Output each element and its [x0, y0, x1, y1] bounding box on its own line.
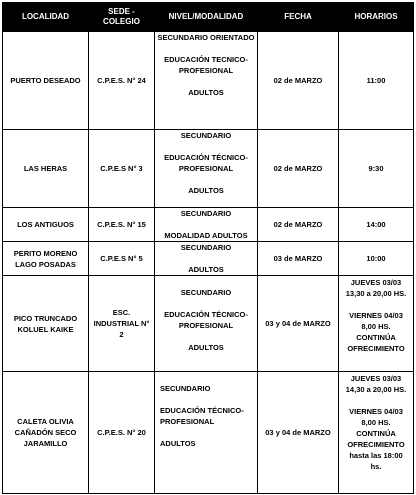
header-localidad: LOCALIDAD [3, 3, 89, 32]
horario-line: hs. [370, 462, 382, 471]
cell-horarios [339, 276, 414, 372]
header-horarios: HORARIOS [339, 3, 414, 32]
nivel-line [160, 394, 255, 405]
nivel-line: ADULTOS [188, 186, 224, 195]
cell-sede: C.P.E.S. N° 20 [89, 372, 155, 494]
horario-line [341, 395, 411, 406]
cell-horarios [339, 372, 414, 494]
header-row [3, 3, 414, 32]
cell-nivel [155, 32, 258, 130]
cell-horarios [339, 208, 414, 242]
horario-line [341, 299, 411, 310]
table-row [3, 32, 414, 130]
cell-fecha: 02 de MARZO [258, 130, 339, 208]
horario-line: 14:00 [366, 220, 386, 229]
horario-line: CONTINÚA [356, 429, 396, 438]
nivel-line: EDUCACIÓN TÉCNICO-PROFESIONAL [164, 153, 248, 173]
nivel-line [157, 331, 255, 342]
cell-nivel [155, 208, 258, 242]
cell-horarios [339, 242, 414, 276]
horario-line: OFRECIMIENTO [347, 440, 405, 449]
nivel-line [157, 219, 255, 230]
nivel-line [160, 427, 255, 438]
horario-line: 8,00 HS. [361, 418, 391, 427]
nivel-line: ADULTOS [188, 343, 224, 352]
nivel-line [157, 253, 255, 264]
cell-fecha: 02 de MARZO [258, 208, 339, 242]
cell-localidad: LAS HERAS [3, 130, 89, 208]
cell-fecha: 03 y 04 de MARZO [258, 372, 339, 494]
nivel-line [157, 76, 255, 87]
nivel-line: SECUNDARIO [160, 384, 211, 393]
horario-line: OFRECIMIENTO [347, 344, 405, 353]
horario-line: 10:00 [366, 254, 386, 263]
horario-line: CONTINÚA [356, 333, 396, 342]
cell-nivel [155, 130, 258, 208]
cell-localidad: LOS ANTIGUOS [3, 208, 89, 242]
nivel-line: EDUCACIÓN TECNICO-PROFESIONAL [164, 55, 248, 75]
nivel-line [157, 141, 255, 152]
horario-line: 11:00 [366, 76, 386, 85]
table-row [3, 372, 414, 494]
horario-line: 8,00 HS. [361, 322, 391, 331]
nivel-line: ADULTOS [160, 439, 196, 448]
nivel-line [157, 174, 255, 185]
nivel-line: ADULTOS [188, 88, 224, 97]
cell-fecha: 02 de MARZO [258, 32, 339, 130]
nivel-line: SECUNDARIO [180, 209, 232, 218]
table-row [3, 242, 414, 276]
cell-horarios [339, 130, 414, 208]
nivel-line [160, 372, 255, 383]
cell-sede: C.P.E.S N° 3 [89, 130, 155, 208]
cell-localidad: PUERTO DESEADO [3, 32, 89, 130]
cell-nivel [155, 242, 258, 276]
horario-line: VIERNES 04/03 [349, 311, 403, 320]
nivel-line: EDUCACIÓN TÉCNICO-PROFESIONAL [160, 406, 244, 426]
horario-line: 9:30 [368, 164, 384, 173]
cell-localidad: CALETA OLIVIA CAÑADÓN SECO JARAMILLO [3, 372, 89, 494]
nivel-line: SECUNDARIO ORIENTADO [157, 33, 255, 42]
table-row [3, 276, 414, 372]
cell-horarios [339, 32, 414, 130]
nivel-line [157, 43, 255, 54]
table-row [3, 208, 414, 242]
header-sede: SEDE - COLEGIO [89, 3, 155, 32]
cell-fecha: 03 de MARZO [258, 242, 339, 276]
cell-sede: ESC. INDUSTRIAL N° 2 [89, 276, 155, 372]
nivel-line: SECUNDARIO [180, 131, 232, 140]
horario-line: JUEVES 03/03 [350, 278, 402, 287]
table-row [3, 130, 414, 208]
header-nivel: NIVEL/MODALIDAD [155, 3, 258, 32]
cell-sede: C.P.E.S. N° 24 [89, 32, 155, 130]
nivel-line: ADULTOS [188, 265, 224, 274]
schedule-table [2, 2, 414, 494]
nivel-line: EDUCACIÓN TÉCNICO-PROFESIONAL [164, 310, 248, 330]
cell-sede: C.P.E.S. N° 15 [89, 208, 155, 242]
cell-nivel [155, 276, 258, 372]
nivel-line: SECUNDARIO [180, 288, 232, 297]
nivel-line: SECUNDARIO [180, 243, 232, 252]
horario-line: hasta las 18:00 [349, 451, 403, 460]
cell-sede: C.P.E.S N° 5 [89, 242, 155, 276]
nivel-line [157, 298, 255, 309]
horario-line: 13,30 a 20,00 HS. [345, 289, 407, 298]
horario-line: VIERNES 04/03 [349, 407, 403, 416]
horario-line: JUEVES 03/03 [350, 374, 402, 383]
header-fecha: FECHA [258, 3, 339, 32]
cell-nivel [155, 372, 258, 494]
horario-line: 14,30 a 20,00 HS. [345, 385, 407, 394]
cell-localidad: PICO TRUNCADO KOLUEL KAIKE [3, 276, 89, 372]
cell-fecha: 03 y 04 de MARZO [258, 276, 339, 372]
nivel-line: MODALIDAD ADULTOS [164, 231, 248, 240]
cell-localidad: PERITO MORENO LAGO POSADAS [3, 242, 89, 276]
nivel-line [157, 276, 255, 287]
